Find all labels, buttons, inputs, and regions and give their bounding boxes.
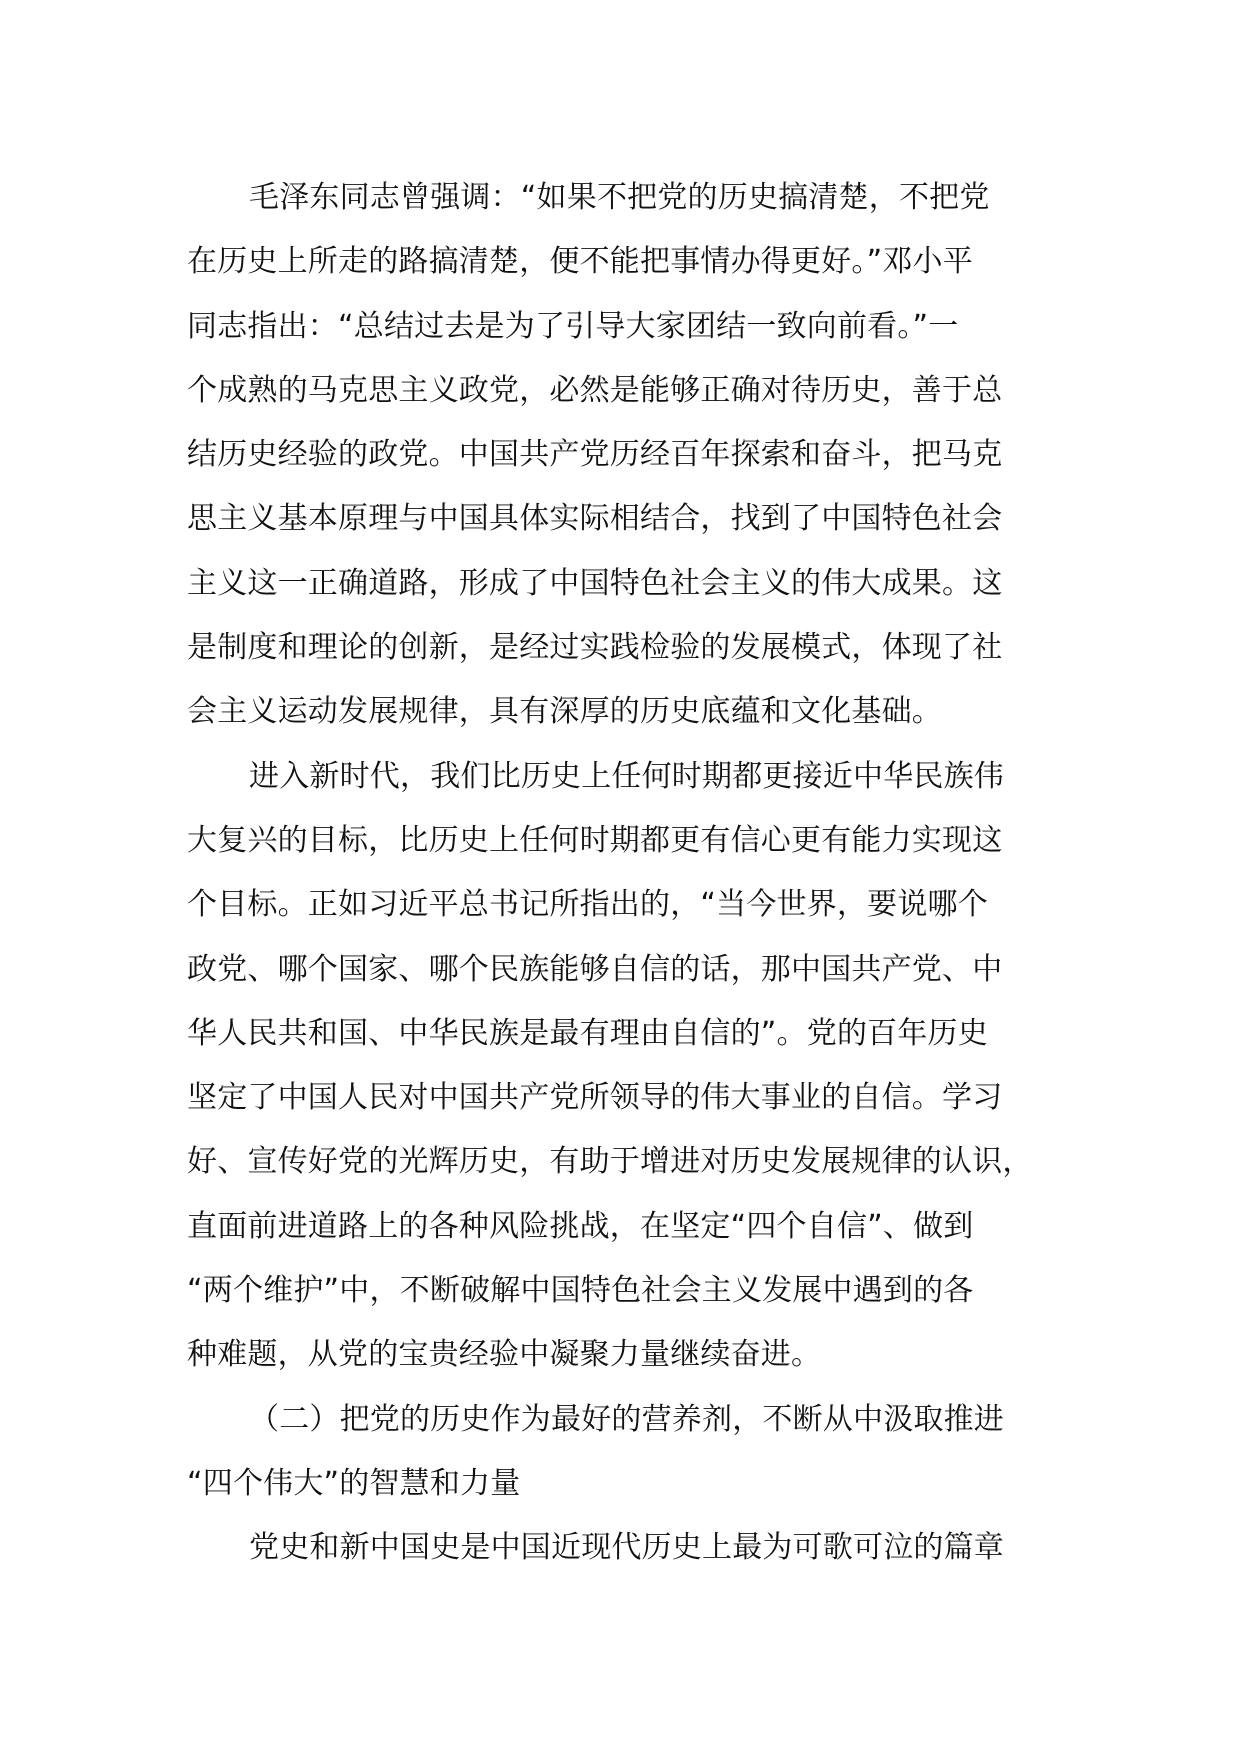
text-line: 种难题，从党的宝贵经验中凝聚力量继续奋进。 [187, 1337, 822, 1373]
text-line: 个成熟的马克思主义政党，必然是能够正确对待历史，善于总 [187, 372, 1003, 408]
text-line: 会主义运动发展规律，具有深厚的历史底蕴和文化基础。 [187, 694, 942, 730]
text-line: “两个维护”中，不断破解中国特色社会主义发展中遇到的各 [187, 1273, 974, 1309]
text-line: 在历史上所走的路搞清楚，便不能把事情办得更好。”邓小平 [187, 244, 973, 280]
text-line: 同志指出：“总结过去是为了引导大家团结一致向前看。”一 [187, 308, 959, 344]
text-line: 直面前进道路上的各种风险挑战，在坚定“四个自信”、做到 [187, 1208, 974, 1244]
text-line: “四个伟大”的智慧和力量 [187, 1465, 521, 1501]
text-line: 是制度和理论的创新，是经过实践检验的发展模式，体现了社 [187, 630, 1003, 666]
text-line: 结历史经验的政党。中国共产党历经百年探索和奋斗，把马克 [187, 437, 1003, 473]
text-line: 政党、哪个国家、哪个民族能够自信的话，那中国共产党、中 [187, 951, 1003, 987]
text-line: 华人民共和国、中华民族是最有理由自信的”。党的百年历史 [187, 1015, 988, 1051]
text-line: 党史和新中国史是中国近现代历史上最为可歌可泣的篇章 [249, 1530, 1004, 1566]
text-line: 大复兴的目标，比历史上任何时期都更有信心更有能力实现这 [187, 822, 1003, 858]
text-line: 坚定了中国人民对中国共产党所领导的伟大事业的自信。学习 [187, 1080, 1003, 1116]
text-line: 主义这一正确道路，形成了中国特色社会主义的伟大成果。这 [187, 565, 1003, 601]
text-line: 好、宣传好党的光辉历史，有助于增进对历史发展规律的认识， [187, 1144, 1033, 1180]
body-text [187, 166, 1067, 1581]
text-line: 进入新时代，我们比历史上任何时期都更接近中华民族伟 [249, 758, 1004, 794]
text-line: （二）把党的历史作为最好的营养剂，不断从中汲取推进 [249, 1401, 1004, 1437]
text-line: 个目标。正如习近平总书记所指出的，“当今世界，要说哪个 [187, 887, 988, 923]
text-line: 思主义基本原理与中国具体实际相结合，找到了中国特色社会 [187, 501, 1003, 537]
text-line: 毛泽东同志曾强调：“如果不把党的历史搞清楚，不把党 [249, 180, 990, 215]
